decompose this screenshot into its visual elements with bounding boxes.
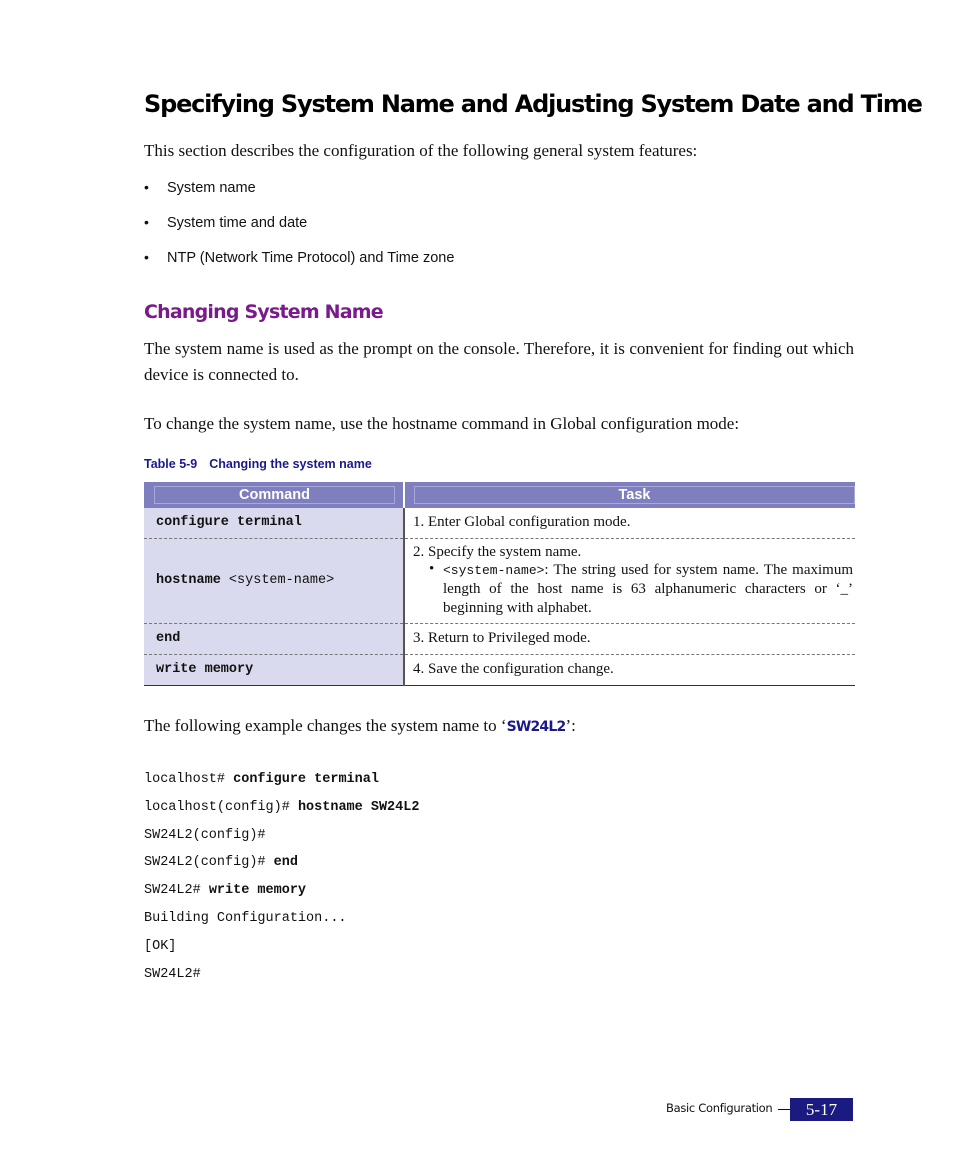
table-header-row [144, 482, 855, 508]
code-line: SW24L2(config)# end [144, 855, 298, 871]
page-number-badge: 5-17 [790, 1098, 853, 1121]
cli-example [144, 772, 419, 994]
task-cell: 3. Return to Privileged mode. [404, 623, 855, 654]
bullet-text: System time and date [167, 215, 308, 231]
code-line: localhost(config)# hostname SW24L2 [144, 799, 420, 815]
code-line: [OK] [144, 938, 177, 954]
table-caption-text: Changing the system name [209, 457, 372, 471]
code-line: localhost# configure terminal [144, 772, 379, 787]
header-command: Command [144, 482, 404, 508]
section-title: Specifying System Name and Adjusting System Date and Time [144, 90, 922, 118]
footer-rule [778, 1109, 790, 1110]
description-paragraph: The system name is used as the prompt on the console. Therefore, it is convenient for finding out which device is connected to. [144, 339, 854, 384]
table-row [144, 623, 855, 654]
command-table [144, 482, 855, 686]
command-cell: end [144, 623, 404, 654]
bullet-dot: • [429, 560, 435, 577]
command-cell: write memory [144, 654, 404, 685]
bullet-item [144, 248, 454, 283]
task-sub-bullet [429, 561, 853, 618]
table-caption-number: Table 5-9 [144, 457, 198, 471]
code-line: Building Configuration... [144, 910, 347, 926]
example-intro: The following example changes the system name to ‘SW24L2’: [144, 716, 576, 735]
command-cell: configure terminal [144, 508, 404, 538]
task-sub-text: : The string used for system name. The maximum length of the host name is 63 alphanumeric characters or ‘_’ beginning with alphabet. [443, 561, 853, 616]
task-cell: 1. Enter Global configuration mode. [404, 508, 855, 538]
intro-paragraph: This section describes the configuration of the following general system features: [144, 141, 698, 160]
bullet-dot: • [144, 214, 149, 230]
bullet-dot: • [144, 179, 149, 195]
code-line: SW24L2(config)# [144, 827, 266, 843]
task-text: 2. Specify the system name. [413, 543, 582, 560]
bullet-text: System name [167, 180, 256, 196]
table-caption [144, 457, 372, 471]
task-cell [404, 538, 855, 623]
instruction-paragraph: To change the system name, use the hostname command in Global configuration mode: [144, 414, 740, 433]
subsection-title: Changing System Name [144, 301, 383, 323]
command-cell: hostname <system-name> [144, 538, 404, 623]
example-system-name: SW24L2 [506, 719, 566, 735]
command-argument: <system-name> [228, 573, 335, 588]
code-line: SW24L2# [144, 966, 201, 982]
task-sub-code: <system-name> [443, 562, 545, 578]
feature-bullet-list [144, 178, 454, 283]
code-line: SW24L2# write memory [144, 883, 307, 899]
header-task: Task [404, 482, 855, 508]
table-row [144, 538, 855, 623]
table-row [144, 654, 855, 685]
bullet-dot: • [144, 249, 149, 265]
bullet-item [144, 213, 454, 248]
bullet-item [144, 178, 454, 213]
task-cell: 4. Save the configuration change. [404, 654, 855, 685]
bullet-text: NTP (Network Time Protocol) and Time zone [167, 250, 455, 266]
footer-chapter-label: Basic Configuration [666, 1101, 773, 1115]
table-row [144, 508, 855, 538]
